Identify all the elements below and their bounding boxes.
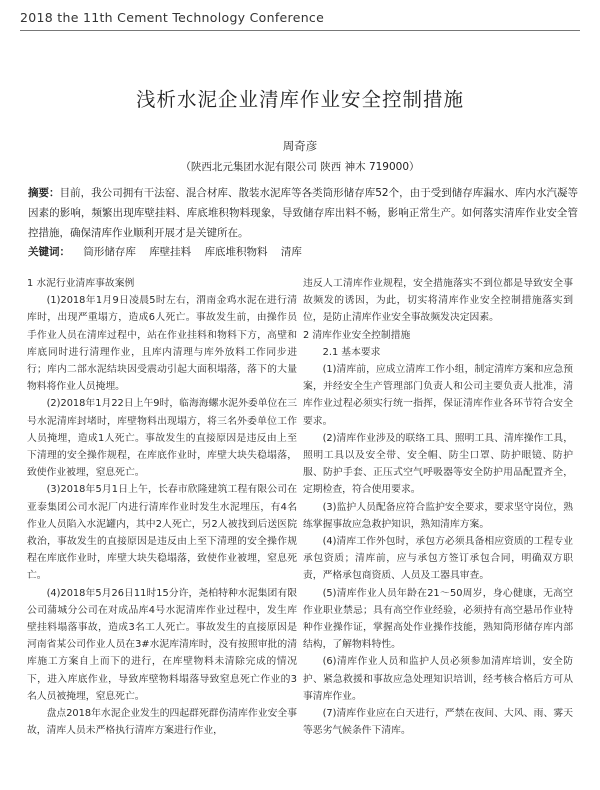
body-paragraph: (1)2018年1月9日凌晨5时左右，渭南金鸡水泥在进行清库时，出现严重塌方，造成6人死亡。事故发生前，由操作员手作业人员在清库过程中，站在作业挂料和物料下方，高壁和库底同时进行清理作业，且库内清理与库外放料工作同步进行；库内二部水泥结块因受震动引起大面积塌落，落下的大量物料将作业人员掩埋。	[27, 295, 297, 393]
header-rule	[20, 30, 580, 31]
body-paragraph: (4)2018年5月26日11时15分许，尧柏特种水泥集团有限公司蒲城分公司在对成品库4号水泥清库作业过程中，发生库壁挂料塌落事故，造成3名工人死亡。事故发生的直接原因是河南省某公司作业人员在3#水泥库清库时，没有按照审批的清库施工方案自上而下的进行，在库壁物料未清除完成的情况下，进入库底作业，导致库壁物料塌落导致窒息死亡作业的3名人员被掩埋，窒息死亡。	[27, 587, 297, 702]
body-paragraph: 盘点2018年水泥企业发生的四起群死群伤清库作业安全事故，清库人员未严格执行清库方案进行作业，	[27, 708, 297, 737]
keyword-item: 清库	[280, 246, 302, 258]
body-paragraph: 违反人工清库作业规程，安全措施落实不到位都是导致安全事故频发的诱因，为此，切实将清库作业安全控制措施落实到位，是防止清库作业安全事故频发决定因素。	[303, 278, 573, 324]
abstract	[28, 183, 578, 243]
body-paragraph: (4)清库工作外包时，承包方必须具备相应资质的工程专业承包资质；清库前，应与承包方签订承包合同，明确双方职责，严格承包商资质、人员及工器具审查。	[303, 536, 573, 582]
author-affiliation: （陕西北元集团水泥有限公司 陕西 神木 719000）	[180, 161, 420, 173]
body-paragraph: (2)清库作业涉及的联络工具、照明工具、清库操作工具，照明工具以及安全带、安全帽、防尘口罩、防护眼镜、防护服、防护手套、正压式空气呼吸器等安全防护用品配置齐全，定期检查，符合使用要求。	[303, 432, 573, 496]
body-paragraph: (7)清库作业应在白天进行，严禁在夜间、大风、雨、雾天等恶劣气候条件下清库。	[303, 708, 573, 737]
body-paragraph: (5)清库作业人员年龄在21～50周岁，身心健康，无高空作业职业禁忌；具有高空作业经验，必须持有高空悬吊作业特种作业操作证，掌握高处作业操作技能，熟知筒形储存库内部结构，了解物料特性。	[303, 587, 573, 651]
body-paragraph: (2)2018年1月22日上午9时，临海海螺水泥外委单位在三号水泥清库封堵时，库壁物料出现塌方，将三名外委单位工作人员掩埋，造成1人死亡。事故发生的直接原因是违反由上至下清理的安全操作规程，在库底作业时，库壁大块失稳塌落，致使作业被埋，窒息死亡。	[27, 398, 297, 479]
section-heading: 1 水泥行业清库事故案例	[27, 278, 135, 289]
keyword-item: 库壁挂料	[149, 246, 192, 258]
right-column	[303, 275, 573, 739]
body-paragraph: (6)清库作业人员和监护人员必须参加清库培训，安全防护、紧急救援和事故应急处理知识培训，经考核合格后方可从事清库作业。	[303, 656, 573, 702]
keywords-label: 关键词：	[28, 246, 70, 258]
keyword-item: 筒形储存库	[83, 246, 136, 258]
article-title: 浅析水泥企业清库作业安全控制措施	[135, 88, 464, 111]
keyword-item: 库底堆积物料	[204, 246, 268, 258]
body-paragraph: (3)2018年5月1日上午，长春市欣隆建筑工程有限公司在亚泰集团公司水泥厂内进行清库作业时发生水泥埋压，有4名作业人员陷入水泥罐内，其中2人死亡，另2人被找到后送医院救治，事故发生的直接原因是违反由上至下清理的安全操作规程在库底作业时，库壁大块失稳塌落，致使作业被埋，窒息死亡。	[27, 484, 297, 582]
left-column	[27, 275, 297, 739]
author-name: 周奇彦	[282, 139, 318, 153]
conference-header: 2018 the 11th Cement Technology Conference	[20, 10, 325, 25]
abstract-text: 目前，我公司拥有干法窑、混合材库、散装水泥库等各类筒形储存库52个，由于受到储存库漏水、库内水汽凝等因素的影响，频繁出现库壁挂料、库底堆积物料现象，导致储存库出料不畅，影响正常生产。如何落实清库作业安全管控措施，确保清库作业顺利开展才是关键所在。	[28, 187, 579, 239]
keywords	[28, 244, 578, 259]
section-heading: 2 清库作业安全控制措施	[303, 329, 411, 341]
abstract-label: 摘要：	[28, 187, 60, 199]
body-paragraph: (1)清库前，应成立清库工作小组，制定清库方案和应急预案，并经安全生产管理部门负责人和公司主要负责人批准，清库作业过程必须实行统一指挥，保证清库作业各环节符合安全要求。	[303, 364, 573, 427]
body-paragraph: (3)监护人员配备应符合监护安全要求，要求坚守岗位，熟练掌握事故应急救护知识，熟知清库方案。	[303, 501, 573, 530]
subsection-heading: 2.1 基本要求	[322, 346, 381, 358]
